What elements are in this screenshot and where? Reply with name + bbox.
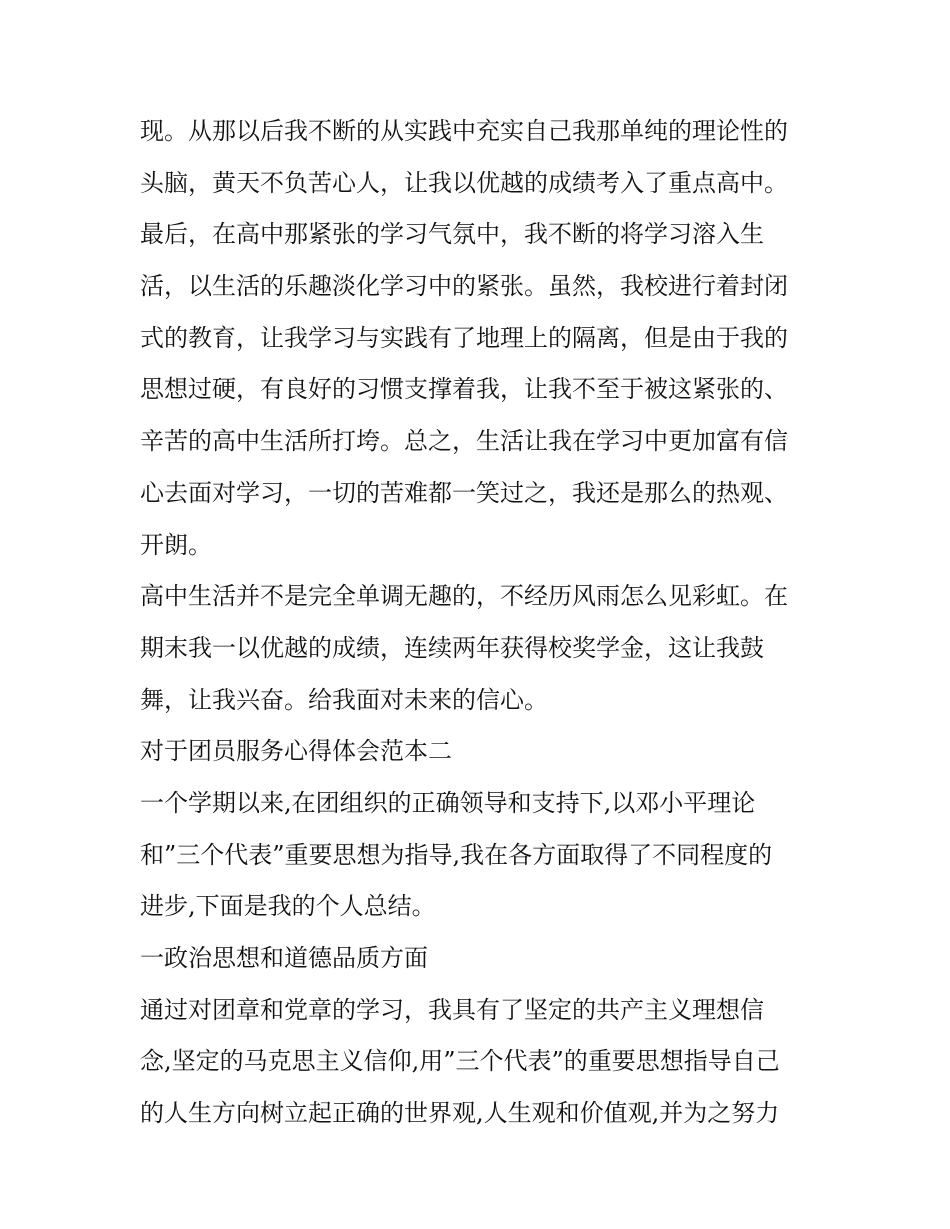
text-line: 的人生方向树立起正确的世界观,人生观和价值观,并为之努力 <box>140 1099 780 1128</box>
text-line: 最后，在高中那紧张的学习气氛中，我不断的将学习溶入生 <box>140 220 764 249</box>
text-line: 式的教育，让我学习与实践有了地理上的隔离，但是由于我的 <box>140 323 788 352</box>
text-line: 一个学期以来,在团组织的正确领导和支持下,以邓小平理论 <box>140 788 756 817</box>
text-line: 念,坚定的马克思主义信仰,用”三个代表”的重要思想指导自己 <box>140 1047 780 1076</box>
text-line: 舞，让我兴奋。给我面对未来的信心。 <box>140 685 548 714</box>
text-line: 通过对团章和党章的学习，我具有了坚定的共产主义理想信 <box>140 995 764 1024</box>
text-line: 进步,下面是我的个人总结。 <box>140 892 436 921</box>
text-line: 和”三个代表”重要思想为指导,我在各方面取得了不同程度的 <box>140 840 773 869</box>
text-line: 心去面对学习，一切的苦难都一笑过之，我还是那么的热观、 <box>140 478 788 507</box>
text-line: 高中生活并不是完全单调无趣的，不经历风雨怎么见彩虹。在 <box>140 582 788 611</box>
text-line: 开朗。 <box>140 530 212 559</box>
text-line: 辛苦的高中生活所打垮。总之，生活让我在学习中更加富有信 <box>140 427 788 456</box>
document-body <box>140 106 820 1140</box>
text-line: 思想过硬，有良好的习惯支撑着我，让我不至于被这紧张的、 <box>140 375 788 404</box>
text-line: 头脑，黄天不负苦心人，让我以优越的成绩考入了重点高中。 <box>140 168 788 197</box>
text-line: 现。从那以后我不断的从实践中充实自己我那单纯的理论性的 <box>140 117 788 145</box>
section-heading: 一政治思想和道德品质方面 <box>140 944 428 972</box>
section-heading: 对于团员服务心得体会范本二 <box>140 737 452 766</box>
text-line: 活，以生活的乐趣淡化学习中的紧张。虽然，我校进行着封闭 <box>140 272 788 301</box>
text-line: 期末我一以优越的成绩，连续两年获得校奖学金，这让我鼓 <box>140 633 764 662</box>
